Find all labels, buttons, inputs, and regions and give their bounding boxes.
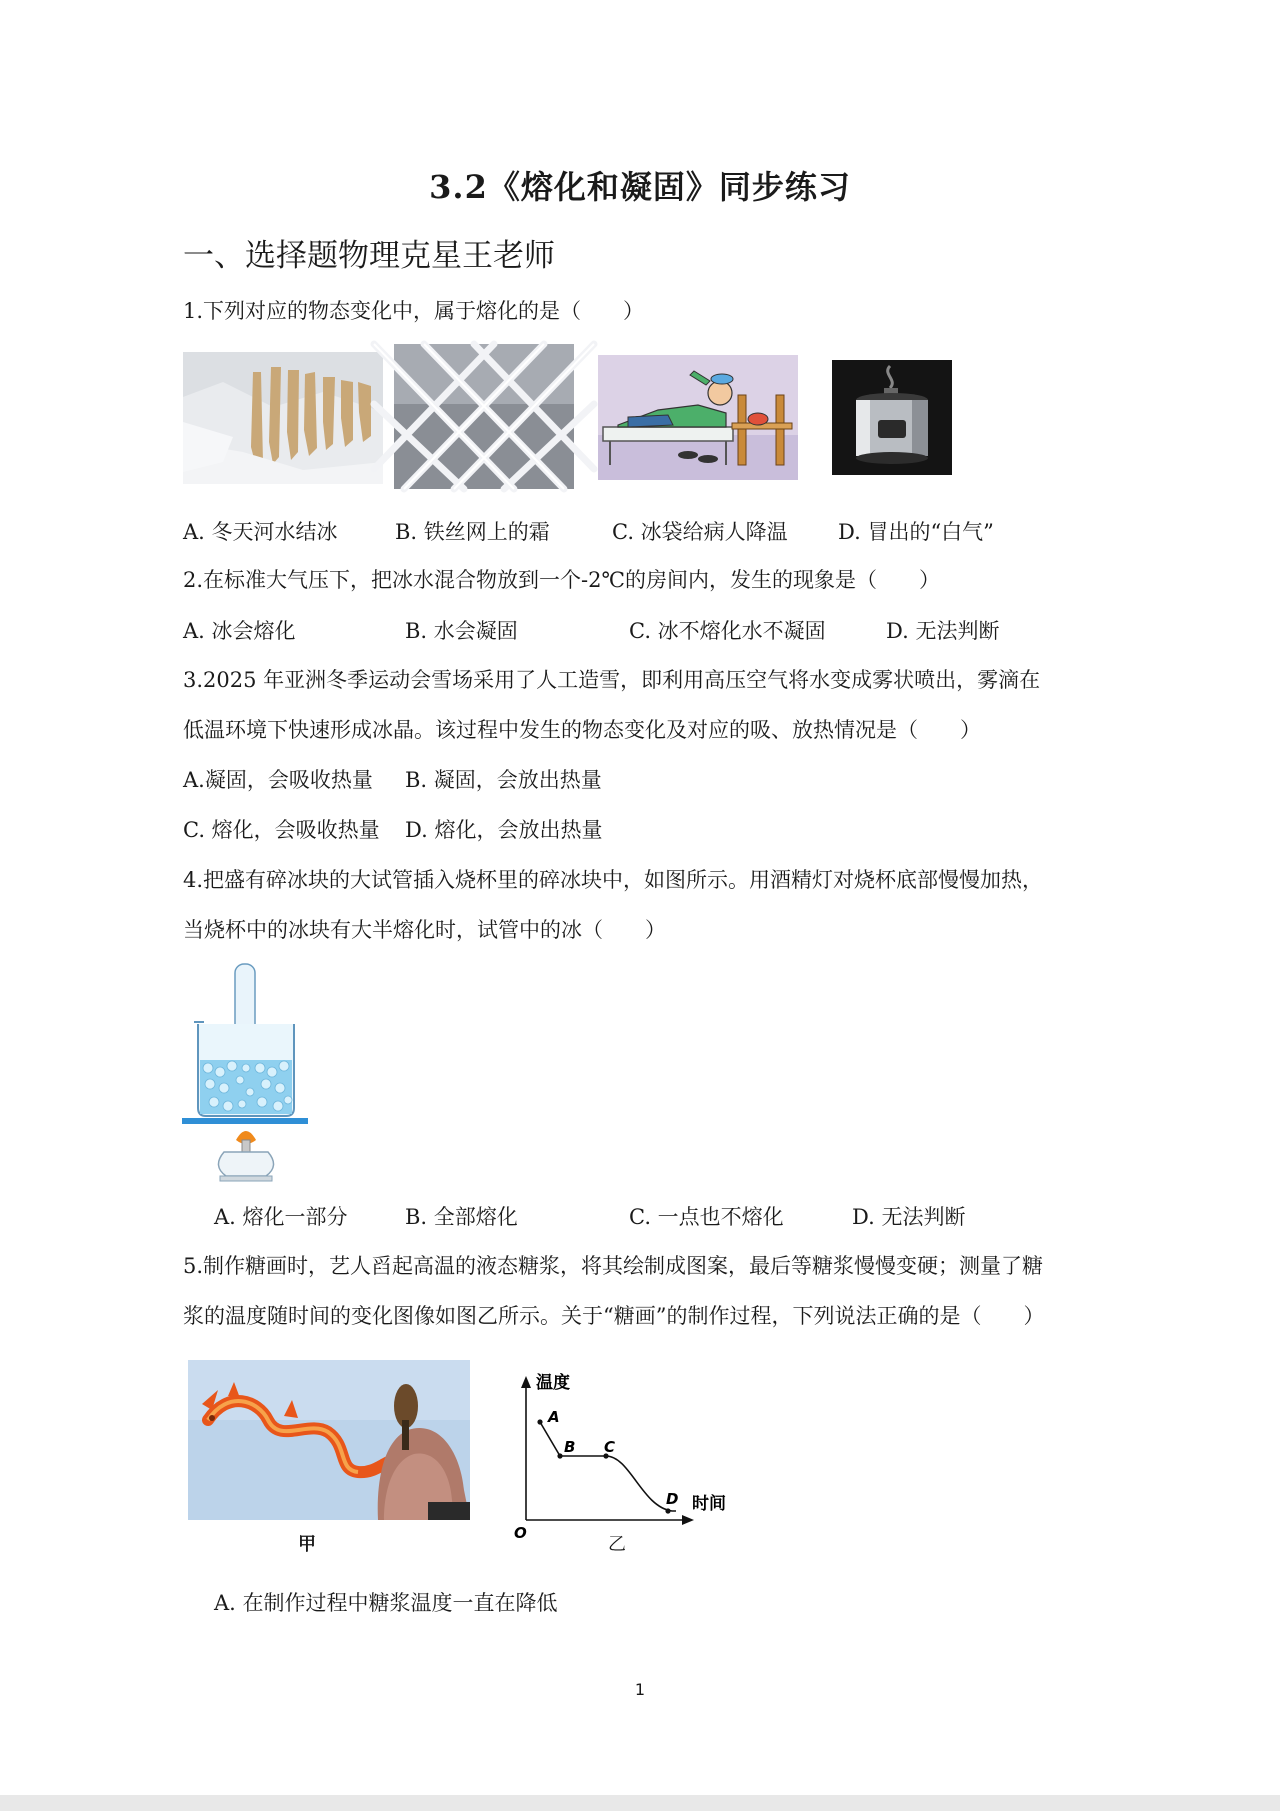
q1-option-c: C. 冰袋给病人降温	[612, 520, 788, 544]
graph-x-axis-label: 时间	[692, 1494, 726, 1514]
graph-point-b	[557, 1453, 562, 1458]
graph-label-b: B	[564, 1438, 576, 1456]
q1-stem: 1.下列对应的物态变化中，属于熔化的是（ ）	[183, 299, 645, 323]
graph-label-a: A	[548, 1408, 560, 1426]
q2-option-b: B. 水会凝固	[405, 619, 518, 643]
q5-temperature-time-graph	[500, 1372, 740, 1542]
graph-x-arrow-icon	[682, 1515, 694, 1525]
graph-cooling-curve	[540, 1422, 679, 1511]
q4-stem-line1: 4.把盛有碎冰块的大试管插入烧杯里的碎冰块中，如图所示。用酒精灯对烧杯底部慢慢加热，	[183, 868, 1044, 892]
q4-option-d: D. 无法判断	[852, 1205, 966, 1229]
q3-stem-line2: 低温环境下快速形成冰晶。该过程中发生的物态变化及对应的吸、放热情况是（ ）	[183, 718, 981, 742]
q1-image-frost-wire-mesh	[394, 344, 574, 489]
q5-figure-a-caption: 甲	[298, 1534, 316, 1555]
page-title: 3.2《熔化和凝固》同步练习	[429, 168, 851, 206]
q5-figure-b-caption: 乙	[608, 1534, 626, 1555]
q1-option-b: B. 铁丝网上的霜	[395, 520, 550, 544]
q4-option-c: C. 一点也不熔化	[629, 1205, 784, 1229]
q1-image-ice-bag-patient	[598, 355, 798, 480]
q4-option-b: B. 全部熔化	[405, 1205, 518, 1229]
q5-image-sugar-dragon	[188, 1360, 470, 1520]
graph-label-d: D	[666, 1490, 679, 1508]
graph-label-c: C	[604, 1438, 616, 1456]
q2-option-d: D. 无法判断	[886, 619, 1000, 643]
graph-origin-label: O	[514, 1524, 527, 1542]
graph-point-a	[537, 1419, 542, 1424]
page-number: 1	[634, 1680, 646, 1699]
q1-option-a: A. 冬天河水结冰	[183, 520, 338, 544]
q1-image-frozen-river	[183, 352, 383, 484]
q4-figure-beaker-test-tube	[180, 960, 310, 1185]
q4-stem-line2: 当烧杯中的冰块有大半熔化时，试管中的冰（ ）	[183, 918, 666, 942]
q2-option-c: C. 冰不熔化水不凝固	[629, 619, 826, 643]
q3-option-d: D. 熔化，会放出热量	[405, 818, 603, 842]
q5-option-a: A. 在制作过程中糖浆温度一直在降低	[214, 1591, 558, 1615]
bottom-scroll-strip	[0, 1795, 1280, 1811]
q3-stem-line1: 3.2025 年亚洲冬季运动会雪场采用了人工造雪，即利用高压空气将水变成雾状喷出，雾滴在	[183, 668, 1041, 692]
q3-option-a: A.凝固，会吸收热量	[183, 768, 373, 792]
q3-option-c: C. 熔化，会吸收热量	[183, 818, 380, 842]
graph-y-arrow-icon	[521, 1376, 531, 1388]
q5-stem-line1: 5.制作糖画时，艺人舀起高温的液态糖浆，将其绘制成图案，最后等糖浆慢慢变硬；测量了糖	[183, 1254, 1044, 1278]
q4-option-a: A. 熔化一部分	[214, 1205, 348, 1229]
q1-image-pressure-cooker-steam	[832, 360, 952, 475]
q5-stem-line2: 浆的温度随时间的变化图像如图乙所示。关于“糖画”的制作过程，下列说法正确的是（ ）	[183, 1304, 1045, 1328]
graph-y-axis-label: 温度	[536, 1373, 570, 1393]
q2-stem: 2.在标准大气压下，把冰水混合物放到一个-2℃的房间内，发生的现象是（ ）	[183, 568, 940, 592]
graph-point-d	[665, 1508, 670, 1513]
section-heading: 一、选择题物理克星王老师	[183, 238, 555, 274]
q2-option-a: A. 冰会熔化	[183, 619, 296, 643]
q3-option-b: B. 凝固，会放出热量	[405, 768, 602, 792]
q1-option-d: D. 冒出的“白气”	[838, 520, 994, 544]
